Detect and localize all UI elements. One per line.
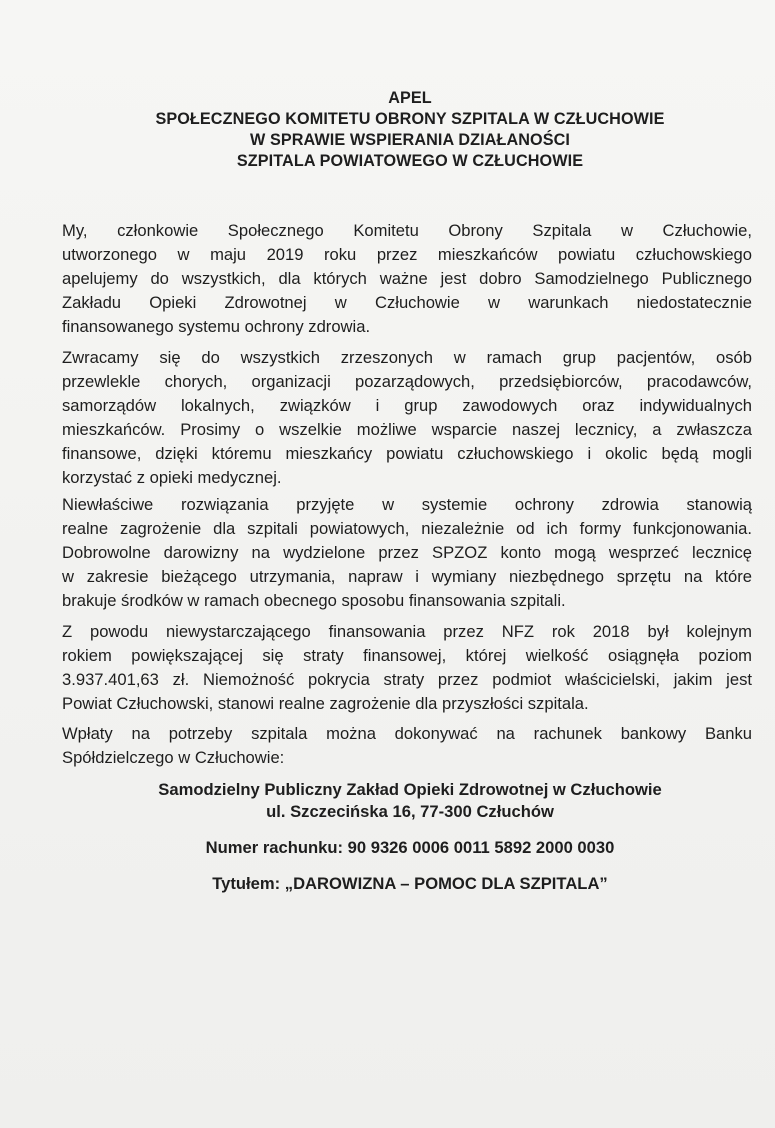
paragraph-line: apelujemy do wszystkich, dla których ważne jest dobro Samodzielnego Publicznego	[62, 269, 752, 288]
paragraph-appeal	[62, 219, 752, 339]
heading-line-hospital: SZPITALA POWIATOWEGO W CZŁUCHOWIE	[236, 152, 584, 170]
paragraph-line: Zakładu Opieki Zdrowotnej w Człuchowie w warunkach niedostatecznie	[62, 293, 752, 312]
bank-account-number: Numer rachunku: 90 9326 0006 0011 5892 2000 0030	[205, 838, 615, 857]
paragraph-line: samorządów lokalnych, związków i grup zawodowych oraz indywidualnych	[62, 396, 752, 415]
paragraph-line: korzystać z opieki medycznej.	[62, 468, 282, 487]
paragraph-line: w zakresie bieżącego utrzymania, napraw i wymiany niezbędnego sprzętu na które	[62, 567, 752, 586]
paragraph-line: Dobrowolne darowizny na wydzielone przez SPZOZ konto mogą wesprzeć lecznicę	[62, 543, 752, 562]
paragraph-line: My, członkowie Społecznego Komitetu Obrony Szpitala w Człuchowie,	[62, 221, 752, 240]
heading-line-apel: APEL	[388, 89, 432, 107]
paragraph-line: rokiem powiększającej się straty finansowej, której wielkość osiągnęła poziom	[62, 646, 752, 665]
transfer-title: Tytułem: „DAROWIZNA – POMOC DLA SZPITALA”	[212, 874, 608, 893]
paragraph-line: Wpłaty na potrzeby szpitala można dokonywać na rachunek bankowy Banku	[62, 724, 752, 743]
paragraph-line: mieszkańców. Prosimy o wszelkie możliwe wsparcie naszej lecznicy, a zwłaszcza	[62, 420, 752, 439]
recipient-address: ul. Szczecińska 16, 77-300 Człuchów	[266, 802, 554, 821]
paragraph-line: Powiat Człuchowski, stanowi realne zagrożenie dla przyszłości szpitala.	[62, 694, 589, 713]
paragraph-line: przewlekle chorych, organizacji pozarządowych, przedsiębiorców, pracodawców,	[62, 372, 752, 391]
paragraph-line: finansowanego systemu ochrony zdrowia.	[62, 317, 371, 336]
paragraph-line: Niewłaściwe rozwiązania przyjęte w systemie ochrony zdrowia stanowią	[62, 495, 752, 514]
paragraph-line: realne zagrożenie dla szpitali powiatowych, niezależnie od ich formy funkcjonowania.	[62, 519, 752, 538]
paragraph-call-to-groups	[62, 346, 752, 490]
recipient-name: Samodzielny Publiczny Zakład Opieki Zdrowotnej w Człuchowie	[158, 780, 662, 799]
paragraph-line: brakuje środków w ramach obecnego sposobu finansowania szpitali.	[62, 591, 566, 610]
heading-line-subject: W SPRAWIE WSPIERANIA DZIAŁANOŚCI	[249, 131, 571, 149]
paragraph-line: 3.937.401,63 zł. Niemożność pokrycia straty przez podmiot właścicielski, jakim jest	[62, 670, 752, 689]
paragraph-payment-info	[62, 722, 752, 770]
recipient-block	[60, 779, 760, 823]
document-heading	[60, 88, 760, 172]
paragraph-line: Spółdzielczego w Człuchowie:	[62, 748, 285, 767]
paragraph-line: finansowe, dzięki któremu mieszkańcy powiatu człuchowskiego i okolic będą mogli	[62, 444, 752, 463]
paragraph-financial-loss	[62, 620, 752, 716]
paragraph-line: utworzonego w maju 2019 roku przez mieszkańców powiatu człuchowskiego	[62, 245, 752, 264]
heading-line-committee: SPOŁECZNEGO KOMITETU OBRONY SZPITALA W CZŁUCHOWIE	[155, 110, 665, 128]
paragraph-line: Zwracamy się do wszystkich zrzeszonych w ramach grup pacjentów, osób	[62, 348, 752, 367]
paragraph-funding-issues	[62, 493, 752, 613]
paragraph-line: Z powodu niewystarczającego finansowania przez NFZ rok 2018 był kolejnym	[62, 622, 752, 641]
